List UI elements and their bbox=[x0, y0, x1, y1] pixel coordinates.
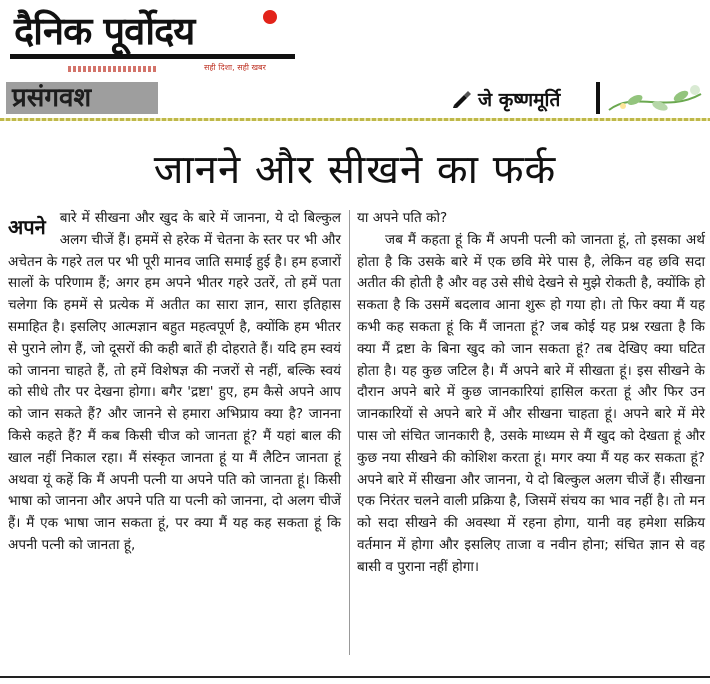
lead-word: अपने bbox=[8, 215, 46, 239]
masthead bbox=[8, 4, 298, 74]
bottom-rule bbox=[0, 676, 710, 678]
article-left-column bbox=[8, 208, 341, 557]
masthead-subline bbox=[68, 66, 158, 72]
section-strip bbox=[0, 118, 710, 121]
pen-icon bbox=[452, 89, 472, 109]
column-divider bbox=[349, 210, 350, 655]
paragraph: बारे में सीखना और खुद के बारे में जानना, ये दो बिल्कुल अलग चीजें हैं। हममें से हरेक में चेतना के स्तर पर भी और अचेतन के गहरे तल पर भी पूरी मानव जाति समाई हुई है। हम हजारों सालों के परिणाम हैं; अगर हम अपने भीतर गहरे उतरें, तो हमें पता चलेगा कि हममें से प्रत्येक में अतीत का सारा ज्ञान, सारा इतिहास समाहित है। इसलिए आत्मज्ञान बहुत महत्वपूर्ण है, क्योंकि हम भीतर से पुराने लोग हैं, जो दूसरों की कही बातें ही दोहराते हैं। यदि हम स्वयं को जानना चाहते हैं, तो हमें विशेषज्ञ की नजरों से नहीं, बल्कि स्वयं को सीधे तौर पर देखना होगा। बगैर 'द्रष्टा' हुए, हम कैसे अपने आप को जान सकते हैं? और जानने से हमारा अभिप्राय क्या है? जानना किसे कहते हैं? मैं कब किसी चीज को जानता हूं? मैं यहां बाल की खाल नहीं निकाल रहा। मैं संस्कृत जानता हूं या मैं लैटिन जानता हूं अथवा यूं कहें कि मैं अपनी पत्नी या अपने पति को जानता हूं। किसी भाषा को जानना और अपने पति या पत्नी को जानना, दो अलग चीजें हैं। मैं एक भाषा जान सकता हूं, पर क्या मैं यह कह सकता हूं कि अपनी पत्नी को जानता हूं, bbox=[8, 210, 341, 553]
byline-divider bbox=[596, 82, 600, 114]
paragraph: या अपने पति को? bbox=[357, 210, 448, 226]
masthead-underline bbox=[10, 54, 295, 59]
byline bbox=[452, 86, 560, 112]
section-band bbox=[0, 80, 710, 120]
masthead-dot-icon bbox=[263, 10, 277, 24]
author-name: जे कृष्णमूर्ति bbox=[478, 89, 561, 111]
newspaper-name: दैनिक पूर्वोदय bbox=[14, 9, 195, 53]
masthead-tagline: सही दिशा, सही खबर bbox=[204, 63, 266, 72]
paragraph: जब मैं कहता हूं कि मैं अपनी पत्नी को जानता हूं, तो इसका अर्थ होता है कि उसके बारे में एक छवि मेरे पास है, लेकिन वह छवि सदा अतीत की होती है और वह उसे सीधे देखने से मुझे रोकती है, क्योंकि हो सकता है कि उसमें बदलाव आना शुरू हो गया हो। तो फिर क्या मैं यह कभी कह सकता हूं कि मैं जानता हूं? जब कोई यह प्रश्न रखता है कि क्या मैं द्रष्टा के बिना खुद को जान सकता हूं? तब देखिए क्या घटित होता है। यह कुछ जटिल है। मैं अपने बारे में सीखता हूं। इस सीखने के दौरान अपने बारे में कुछ जानकारियां हासिल करता हूं और फिर उन जानकारियों से अपने बारे में और सीखना चाहता हूं। अपने बारे में मेरे पास जो संचित जानकारी है, उसके माध्यम से मैं खुद को देखता हूं और कुछ नया सीखने की कोशिश करता हूं। मगर क्या मैं यह कर सकता हूं? अपने बारे में सीखना और जानना, ये दो बिल्कुल अलग चीजें हैं। सीखना एक निरंतर चलने वाली प्रक्रिया है, जिसमें संचय का भाव नहीं है। तो मन को सदा सीखने की अवस्था में रहना होगा, यानी वह हमेशा सक्रिय वर्तमान में होगा और इसलिए ताजा व नवीन होना; संचित ज्ञान से वह बासी व पुराना नहीं होगा। bbox=[357, 231, 705, 575]
floral-ornament-icon bbox=[605, 80, 705, 116]
article-headline: जानने और सीखने का फर्क bbox=[153, 147, 557, 193]
article-right-column bbox=[357, 208, 705, 579]
section-name: प्रसंगवश bbox=[6, 82, 158, 114]
